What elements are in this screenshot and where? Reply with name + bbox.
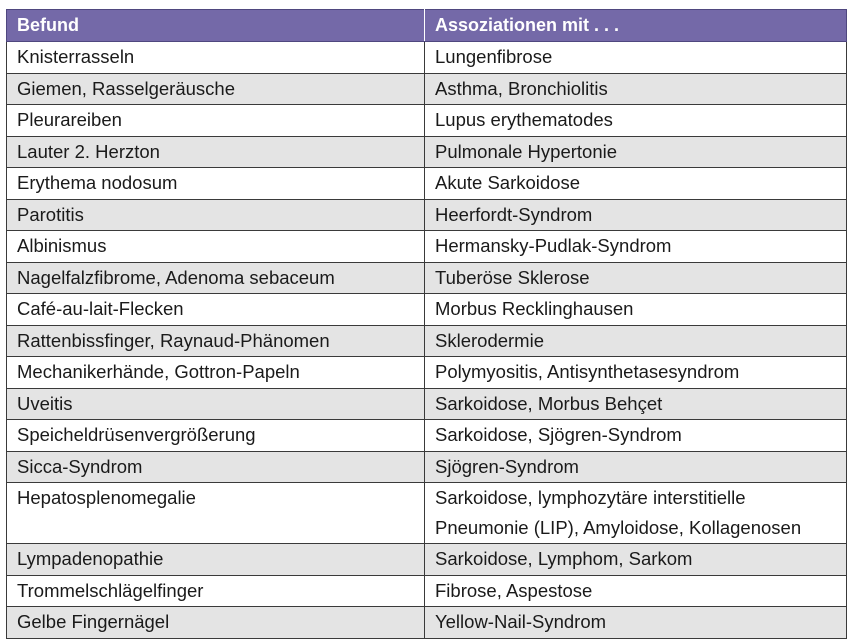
assoziation-line: Sarkoidose, Morbus Behçet [435, 392, 663, 414]
table-row [7, 544, 847, 576]
assoziation-cell [425, 357, 847, 389]
header-assoziationen: Assoziationen mit . . . [425, 10, 847, 42]
table-row [7, 168, 847, 200]
befund-cell: Lauter 2. Herzton [7, 136, 425, 168]
assoziation-cell [425, 388, 847, 420]
table-row [7, 42, 847, 74]
table-row [7, 73, 847, 105]
befund-cell: Mechanikerhände, Gottron-Papeln [7, 357, 425, 389]
befund-cell: Giemen, Rasselgeräusche [7, 73, 425, 105]
befund-cell: Gelbe Fingernägel [7, 607, 425, 639]
assoziation-cell [425, 451, 847, 483]
befund-cell: Knisterrasseln [7, 42, 425, 74]
befund-cell: Nagelfalzfibrome, Adenoma sebaceum [7, 262, 425, 294]
table-row [7, 388, 847, 420]
befund-cell: Café-au-lait-Flecken [7, 294, 425, 326]
header-befund: Befund [7, 10, 425, 42]
assoziation-line: Akute Sarkoidose [435, 172, 581, 194]
assoziation-cell [425, 575, 847, 607]
table-row [7, 294, 847, 326]
assoziation-line: Heerfordt-Syndrom [435, 203, 593, 225]
assoziation-line: Pneumonie (LIP), Amyloidose, Kollagenosen [435, 516, 802, 538]
table-header-row [7, 10, 847, 42]
assoziation-line: Sarkoidose, lymphozytäre interstitielle [435, 487, 746, 508]
assoziation-cell [425, 73, 847, 105]
assoziation-line: Yellow-Nail-Syndrom [435, 611, 607, 633]
befund-cell: Parotitis [7, 199, 425, 231]
assoziation-line: Tuberöse Sklerose [435, 266, 590, 288]
befund-cell: Uveitis [7, 388, 425, 420]
assoziation-cell [425, 607, 847, 639]
assoziation-cell [425, 168, 847, 200]
table-row [7, 420, 847, 452]
befund-cell: Rattenbissfinger, Raynaud-Phänomen [7, 325, 425, 357]
befund-cell: Pleurareiben [7, 105, 425, 137]
befund-cell: Trommelschlägelfinger [7, 575, 425, 607]
assoziation-line: Lungenfibrose [435, 46, 553, 68]
assoziation-cell [425, 231, 847, 263]
assoziation-line: Asthma, Bronchiolitis [435, 77, 608, 99]
assoziation-cell [425, 42, 847, 74]
befund-cell: Erythema nodosum [7, 168, 425, 200]
table-row [7, 607, 847, 639]
table-row [7, 199, 847, 231]
assoziation-line: Pulmonale Hypertonie [435, 140, 618, 162]
assoziation-cell [425, 199, 847, 231]
befund-cell: Sicca-Syndrom [7, 451, 425, 483]
table-row [7, 105, 847, 137]
assoziation-line: Polymyositis, Antisynthetasesyndrom [435, 361, 740, 383]
findings-table-container [6, 9, 846, 639]
table-row [7, 451, 847, 483]
assoziation-line: Lupus erythematodes [435, 109, 613, 131]
assoziation-line: Sklerodermie [435, 329, 544, 351]
table-row [7, 325, 847, 357]
assoziation-line: Sjögren-Syndrom [435, 455, 579, 477]
assoziation-cell [425, 544, 847, 576]
befund-cell: Lympadenopathie [7, 544, 425, 576]
assoziation-cell [425, 262, 847, 294]
table-row [7, 262, 847, 294]
assoziation-line: Morbus Recklinghausen [435, 298, 634, 320]
assoziation-line: Sarkoidose, Sjögren-Syndrom [435, 424, 682, 446]
findings-table [6, 9, 847, 639]
assoziation-cell [425, 105, 847, 137]
table-row [7, 136, 847, 168]
befund-cell: Albinismus [7, 231, 425, 263]
befund-cell: Speicheldrüsenvergrößerung [7, 420, 425, 452]
table-row [7, 575, 847, 607]
assoziation-line: Sarkoidose, Lymphom, Sarkom [435, 548, 693, 570]
befund-cell: Hepatosplenomegalie [7, 483, 425, 544]
assoziation-cell [425, 136, 847, 168]
assoziation-line: Hermansky-Pudlak-Syndrom [435, 235, 672, 257]
assoziation-cell [425, 483, 847, 544]
table-row [7, 357, 847, 389]
table-row [7, 231, 847, 263]
table-body [7, 42, 847, 639]
assoziation-cell [425, 294, 847, 326]
assoziation-cell [425, 420, 847, 452]
assoziation-cell [425, 325, 847, 357]
assoziation-line: Fibrose, Aspestose [435, 579, 593, 601]
table-row [7, 483, 847, 544]
